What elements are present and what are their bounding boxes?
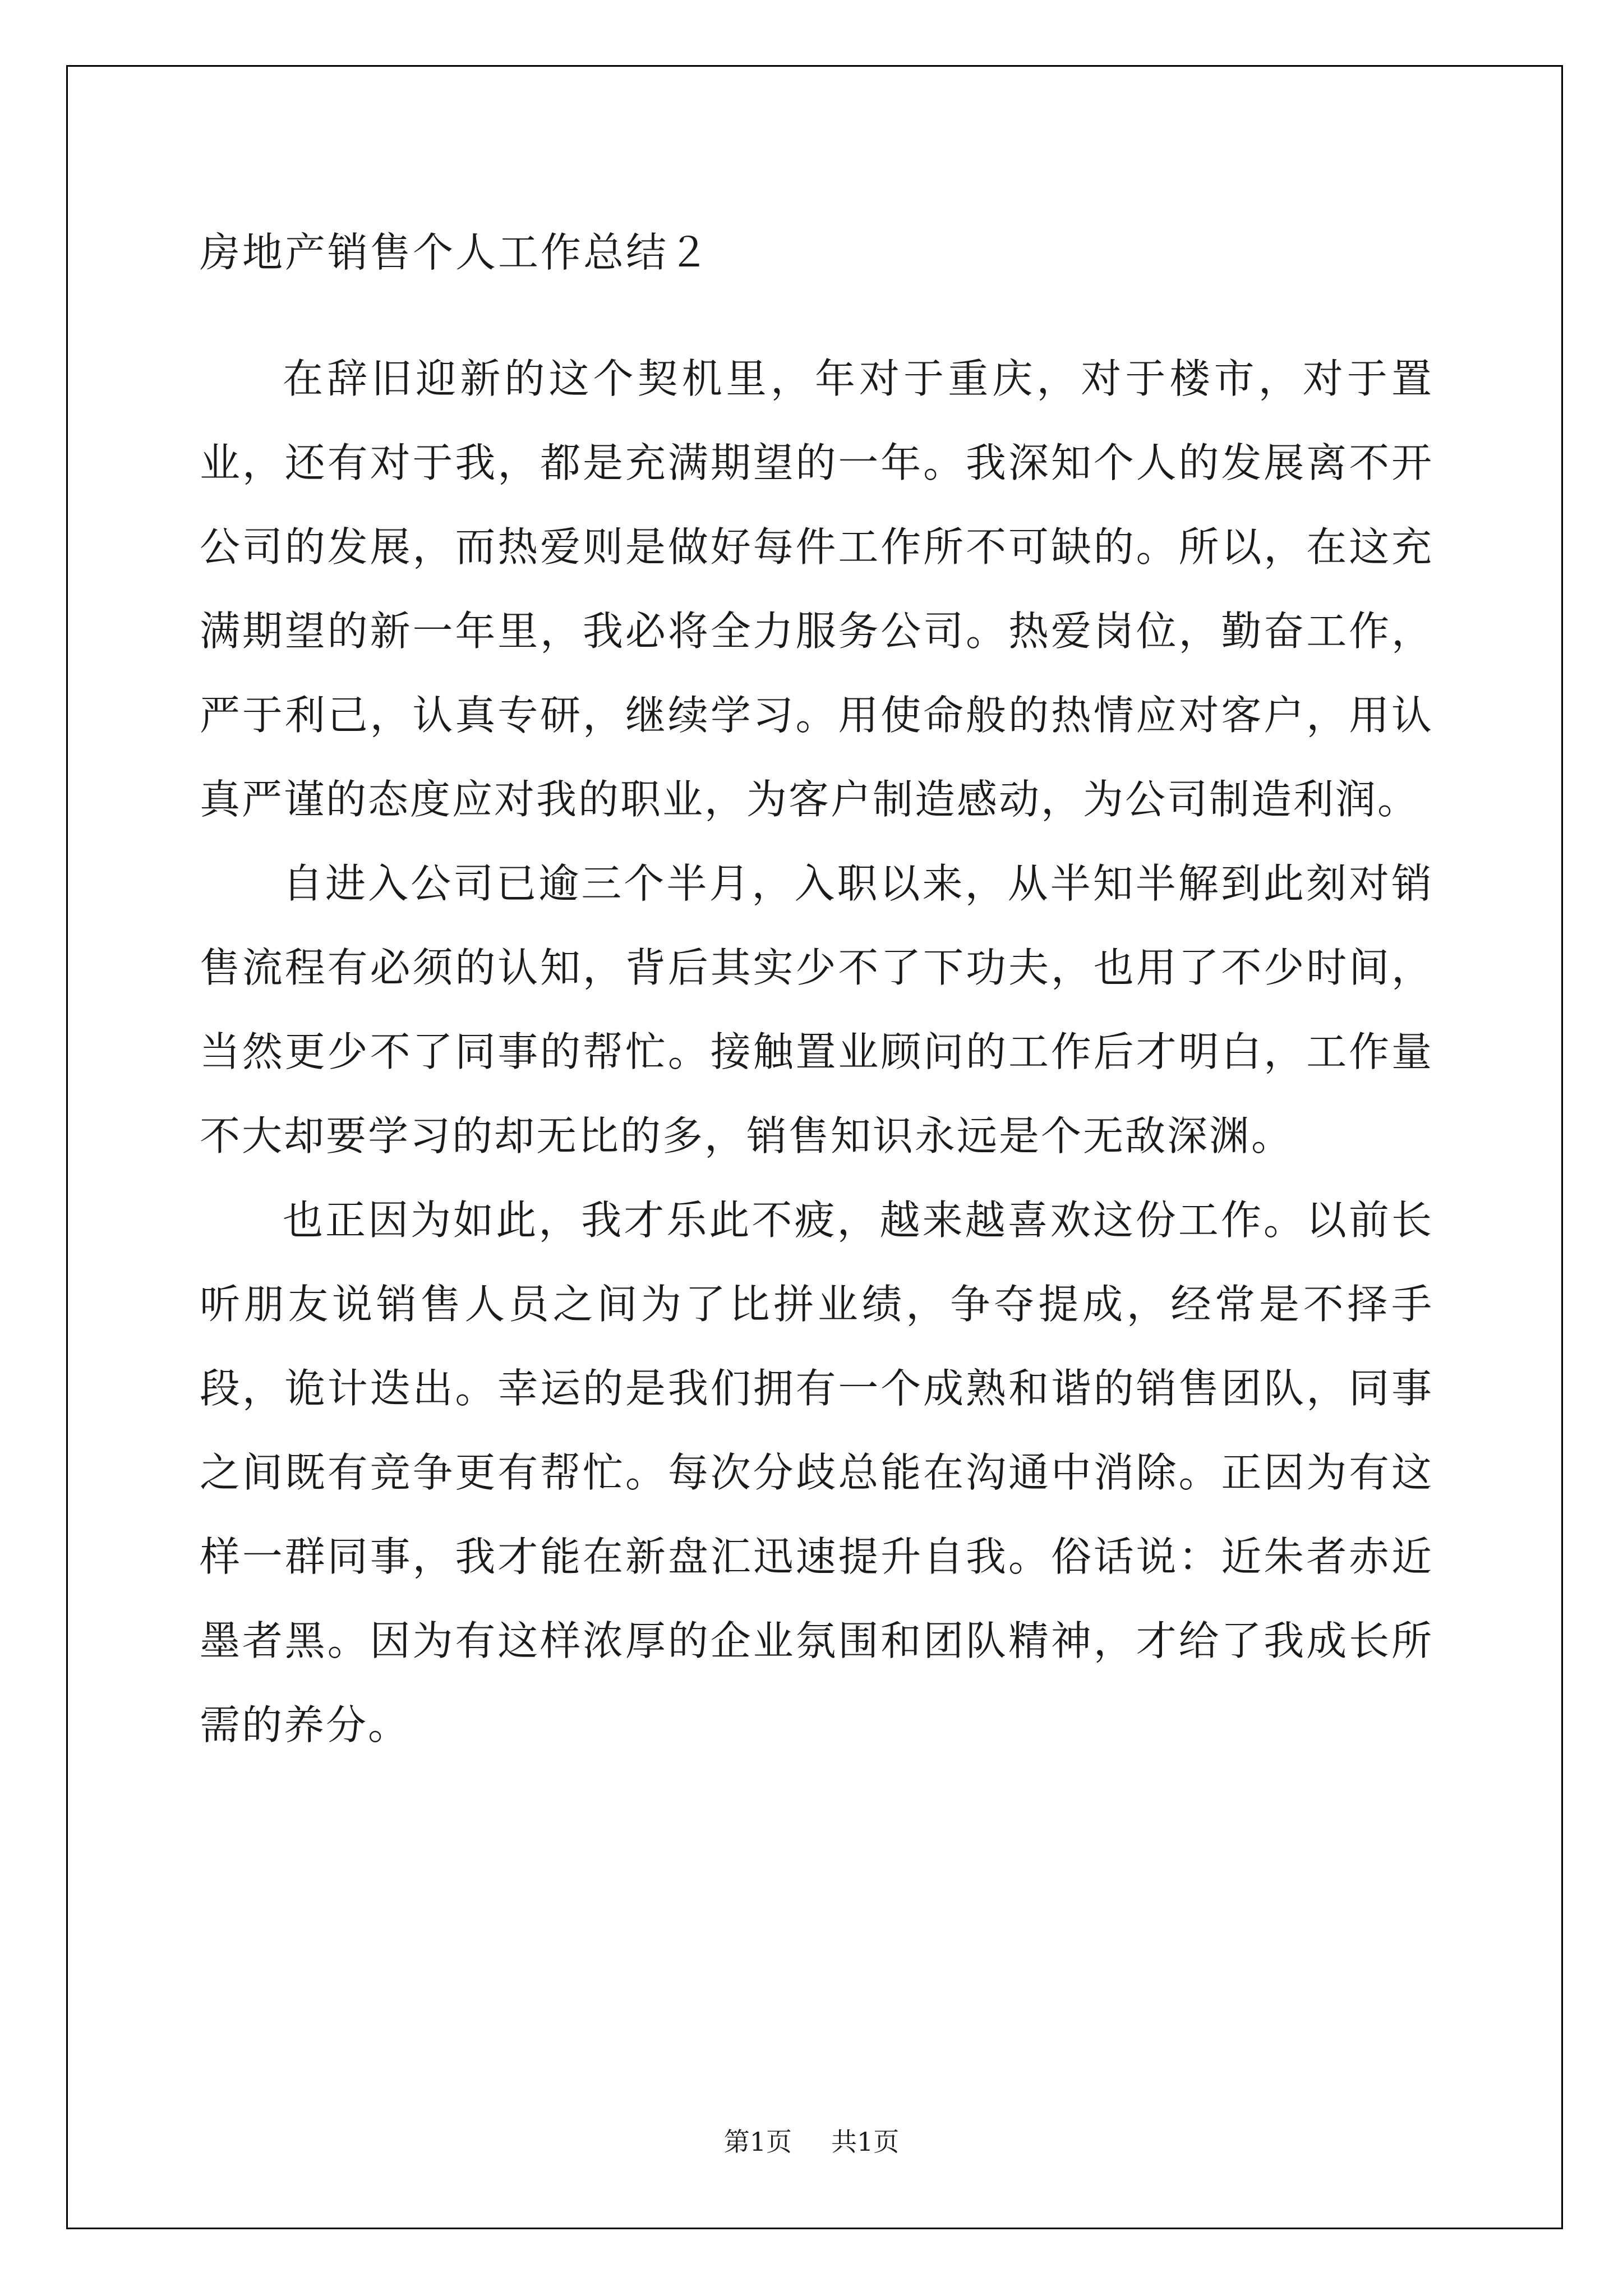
page-number-current: 第1页 bbox=[723, 2127, 792, 2157]
page-number-total: 共1页 bbox=[831, 2127, 900, 2157]
page-footer bbox=[0, 2125, 1623, 2159]
paragraph-1: 在辞旧迎新的这个契机里，年对于重庆，对于楼市，对于置业，还有对于我，都是充满期望的一年。我深知个人的发展离不开公司的发展，而热爱则是做好每件工作所不可缺的。所以，在这充满期望的新一年里，我必将全力服务公司。热爱岗位，勤奋工作，严于利己，认真专研，继续学习。用使命般的热情应对客户，用认真严谨的态度应对我的职业，为客户制造感动，为公司制造利润。 bbox=[200, 355, 1433, 823]
document-body bbox=[200, 224, 1433, 1767]
paragraph-3: 也正因为如此，我才乐此不疲，越来越喜欢这份工作。以前长听朋友说销售人员之间为了比拼业绩，争夺提成，经常是不择手段，诡计迭出。幸运的是我们拥有一个成熟和谐的销售团队，同事之间既有竞争更有帮忙。每次分歧总能在沟通中消除。正因为有这样一群同事，我才能在新盘汇迅速提升自我。俗话说：近朱者赤近墨者黑。因为有这样浓厚的企业氛围和团队精神，才给了我成长所需的养分。 bbox=[200, 1197, 1433, 1749]
paragraph-2: 自进入公司已逾三个半月，入职以来，从半知半解到此刻对销售流程有必须的认知，背后其实少不了下功夫，也用了不少时间，当然更少不了同事的帮忙。接触置业顾问的工作后才明白，工作量不大却要学习的却无比的多，销售知识永远是个无敌深渊。 bbox=[200, 860, 1433, 1159]
document-title: 房地产销售个人工作总结２ bbox=[200, 229, 712, 276]
